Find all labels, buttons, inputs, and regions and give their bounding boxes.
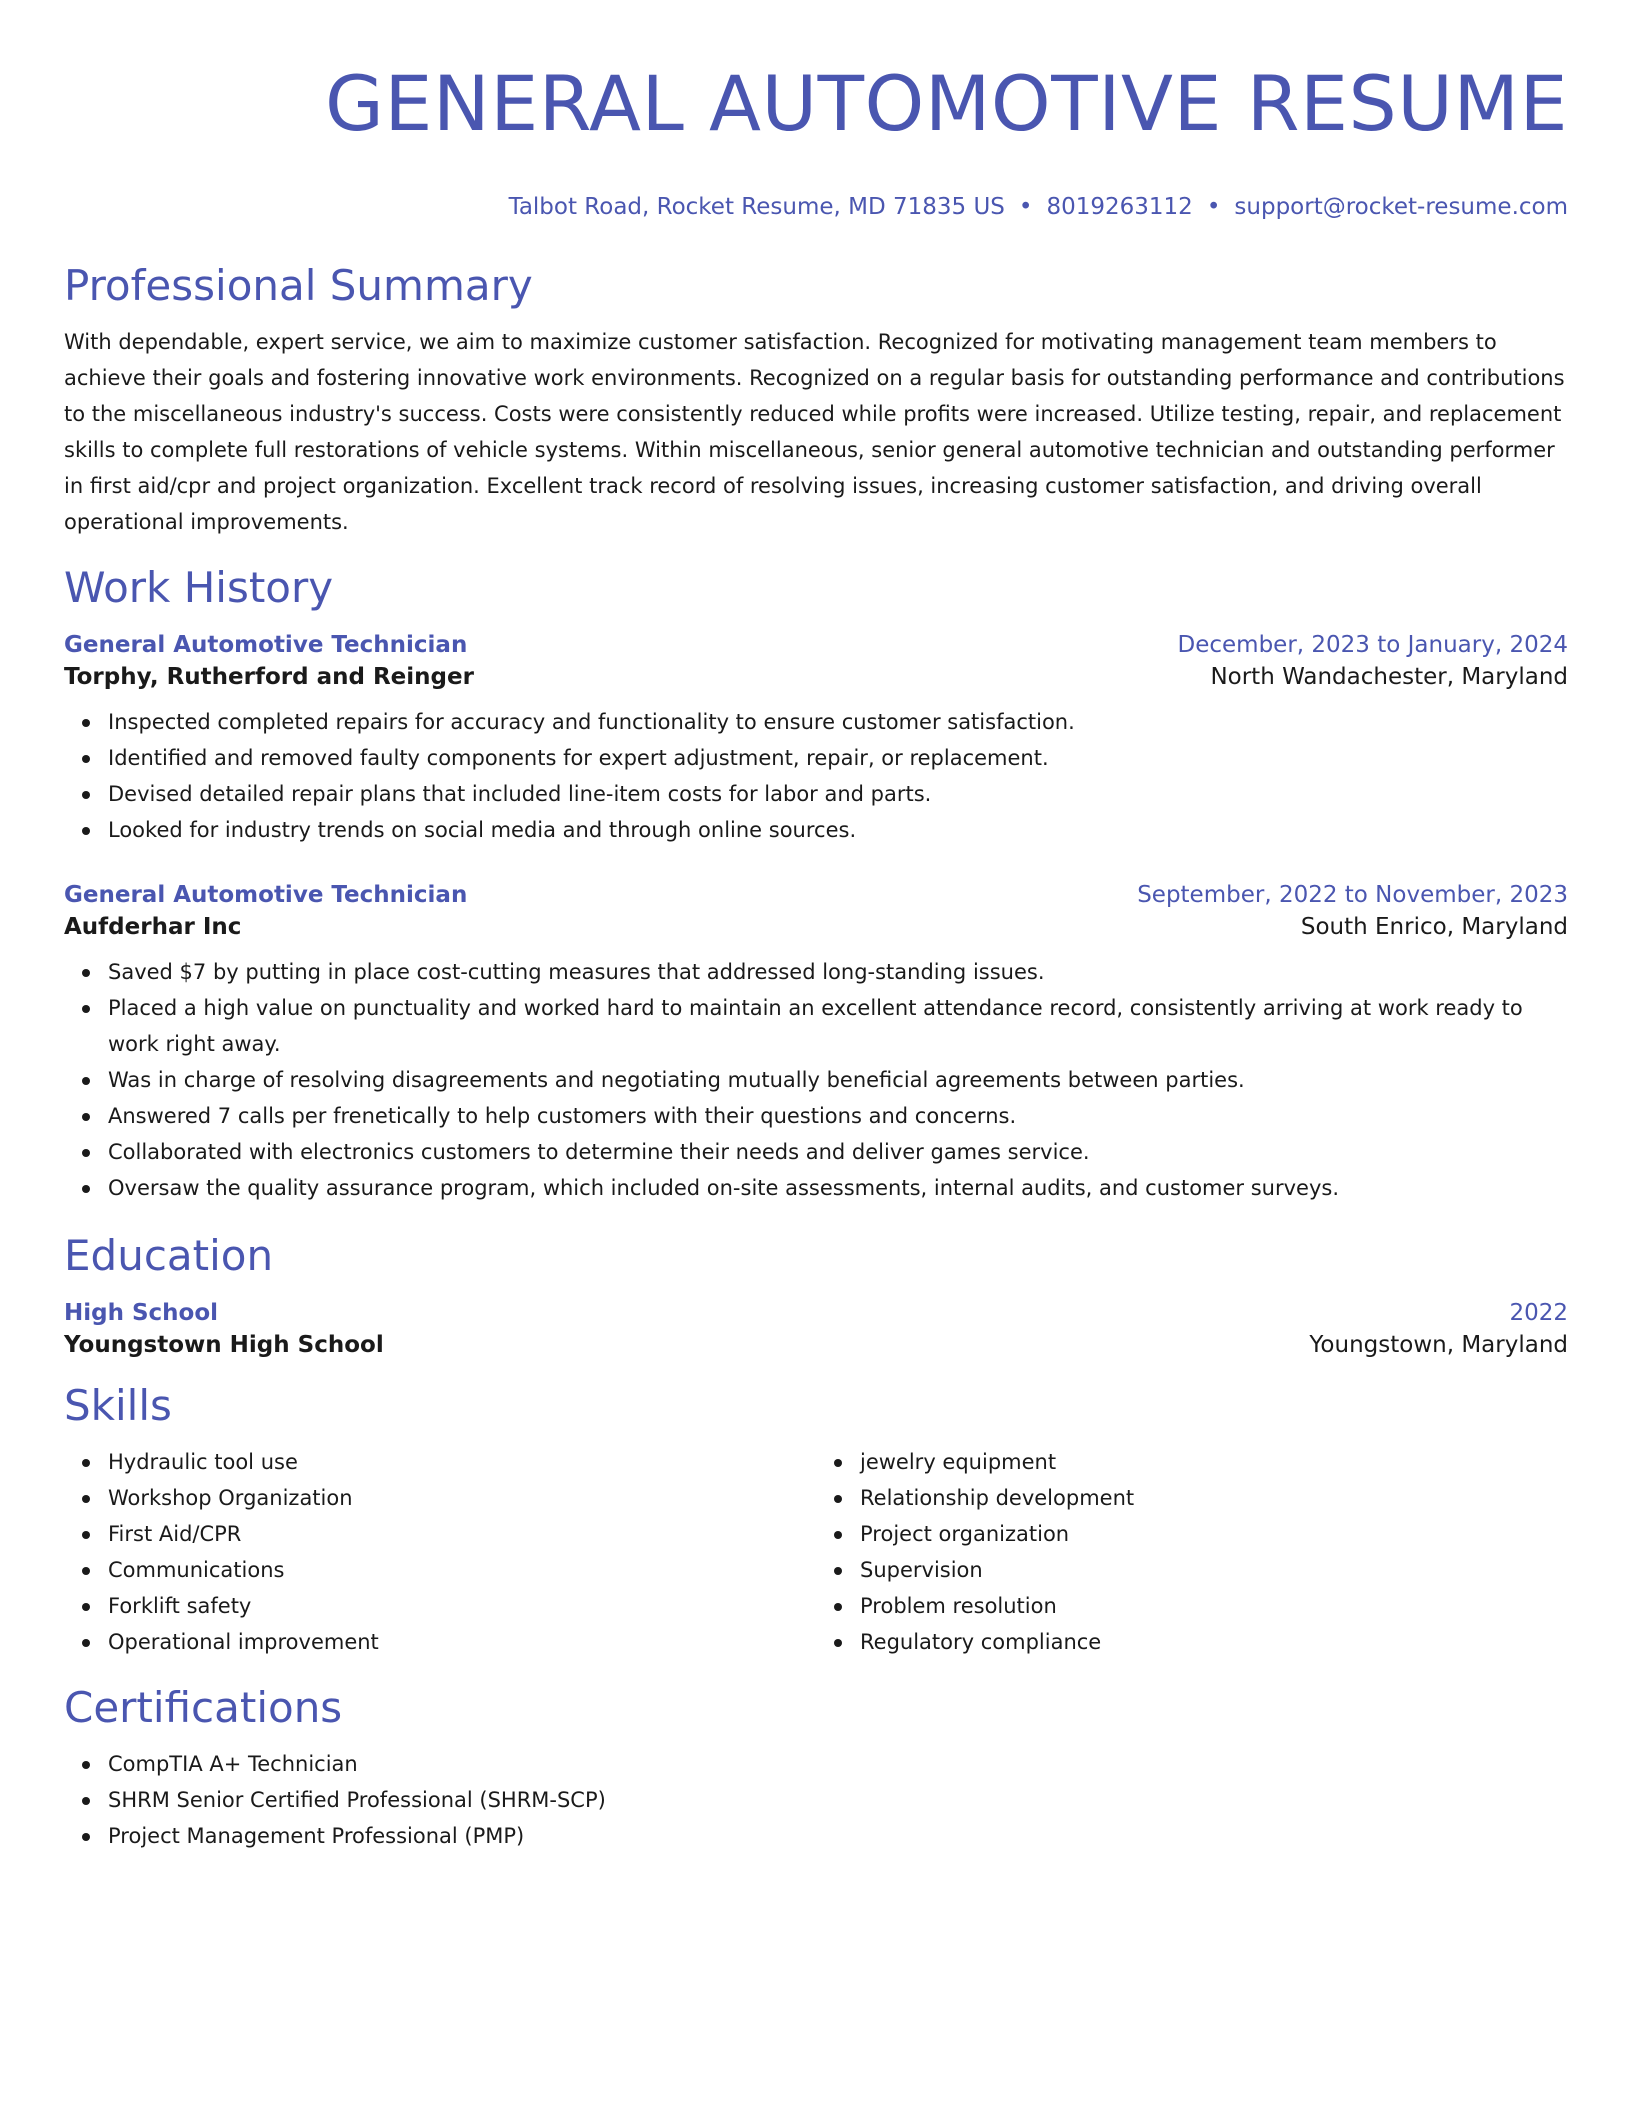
skill-item: Problem resolution xyxy=(860,1588,1568,1624)
job-bullet: Devised detailed repair plans that included line-item costs for labor and parts. xyxy=(108,776,1568,812)
job-bullets xyxy=(64,704,1568,848)
education-school: Youngstown High School xyxy=(64,1332,384,1358)
job-bullet: Collaborated with electronics customers to determine their needs and deliver games service. xyxy=(108,1134,1568,1170)
education-header xyxy=(64,1300,1568,1326)
contact-separator: • xyxy=(1206,194,1221,220)
job-bullet: Inspected completed repairs for accuracy and functionality to ensure customer satisfaction. xyxy=(108,704,1568,740)
education-location: Youngstown, Maryland xyxy=(1309,1332,1568,1358)
job-subheader xyxy=(64,914,1568,940)
job-dates: September, 2022 to November, 2023 xyxy=(1137,882,1568,908)
summary-text: With dependable, expert service, we aim to maximize customer satisfaction. Recognized for motivating management team members to achieve their goals and fostering innovative work environments. Recognized on a regular basis for outstanding performance and contributions to the miscellaneous industry's success. Costs were consistently reduced while profits were increased. Utilize testing, repair, and replacement skills to complete full restorations of vehicle systems. Within miscellaneous, senior general automotive technician and outstanding performer in first aid/cpr and project organization. Excellent track record of resolving issues, increasing customer satisfaction, and driving overall operational improvements. xyxy=(64,330,1565,534)
contact-email[interactable]: support@rocket-resume.com xyxy=(1234,194,1568,220)
certification-item: SHRM Senior Certified Professional (SHRM-SCP) xyxy=(108,1782,1568,1818)
job-bullet: Identified and removed faulty components for expert adjustment, repair, or replacement. xyxy=(108,740,1568,776)
job-bullet: Was in charge of resolving disagreements and negotiating mutually beneficial agreements between parties. xyxy=(108,1062,1568,1098)
resume-title: GENERAL AUTOMOTIVE RESUME xyxy=(324,59,1568,148)
certifications-list xyxy=(64,1746,1568,1854)
job-bullet: Oversaw the quality assurance program, which included on-site assessments, internal audits, and customer surveys. xyxy=(108,1170,1568,1206)
skill-item: Supervision xyxy=(860,1552,1568,1588)
work-history-heading: Work History xyxy=(64,563,334,612)
education-subheader xyxy=(64,1332,1568,1358)
skill-item: First Aid/CPR xyxy=(108,1516,816,1552)
skill-item: Workshop Organization xyxy=(108,1480,816,1516)
job-title: General Automotive Technician xyxy=(64,632,468,658)
contact-separator: • xyxy=(1018,194,1033,220)
job-employer: Aufderhar Inc xyxy=(64,914,242,940)
skill-item: Communications xyxy=(108,1552,816,1588)
skill-item: Forklift safety xyxy=(108,1588,816,1624)
skill-item: jewelry equipment xyxy=(860,1444,1568,1480)
skill-item: Regulatory compliance xyxy=(860,1624,1568,1660)
education-heading: Education xyxy=(64,1231,274,1280)
skill-item: Hydraulic tool use xyxy=(108,1444,816,1480)
education-year: 2022 xyxy=(1509,1300,1568,1326)
education-entry xyxy=(64,1300,1568,1358)
job-bullet: Placed a high value on punctuality and worked hard to maintain an excellent attendance record, consistently arriving at work ready to work right away. xyxy=(108,990,1568,1062)
job-bullet: Looked for industry trends on social media and through online sources. xyxy=(108,812,1568,848)
skills-heading: Skills xyxy=(64,1381,172,1430)
job-subheader xyxy=(64,664,1568,690)
job-entry xyxy=(64,632,1568,848)
skills-column-left xyxy=(64,1444,816,1660)
skill-item: Project organization xyxy=(860,1516,1568,1552)
job-dates: December, 2023 to January, 2024 xyxy=(1177,632,1568,658)
education-degree: High School xyxy=(64,1300,219,1326)
certifications-heading: Certifications xyxy=(64,1683,343,1732)
job-title: General Automotive Technician xyxy=(64,882,468,908)
skills-column-right xyxy=(816,1444,1568,1660)
contact-line xyxy=(64,192,1568,222)
job-location: South Enrico, Maryland xyxy=(1300,914,1568,940)
job-header xyxy=(64,632,1568,658)
certification-item: Project Management Professional (PMP) xyxy=(108,1818,1568,1854)
contact-phone[interactable]: 8019263112 xyxy=(1046,194,1193,220)
job-header xyxy=(64,882,1568,908)
job-entry xyxy=(64,882,1568,1206)
job-bullet: Answered 7 calls per frenetically to help customers with their questions and concerns. xyxy=(108,1098,1568,1134)
job-bullets xyxy=(64,954,1568,1206)
summary-heading: Professional Summary xyxy=(64,261,533,310)
contact-address: Talbot Road, Rocket Resume, MD 71835 US xyxy=(508,194,1005,220)
skill-item: Operational improvement xyxy=(108,1624,816,1660)
skill-item: Relationship development xyxy=(860,1480,1568,1516)
skills-list xyxy=(64,1444,1568,1660)
job-bullet: Saved $7 by putting in place cost-cutting measures that addressed long-standing issues. xyxy=(108,954,1568,990)
job-employer: Torphy, Rutherford and Reinger xyxy=(64,664,474,690)
job-location: North Wandachester, Maryland xyxy=(1210,664,1568,690)
certification-item: CompTIA A+ Technician xyxy=(108,1746,1568,1782)
